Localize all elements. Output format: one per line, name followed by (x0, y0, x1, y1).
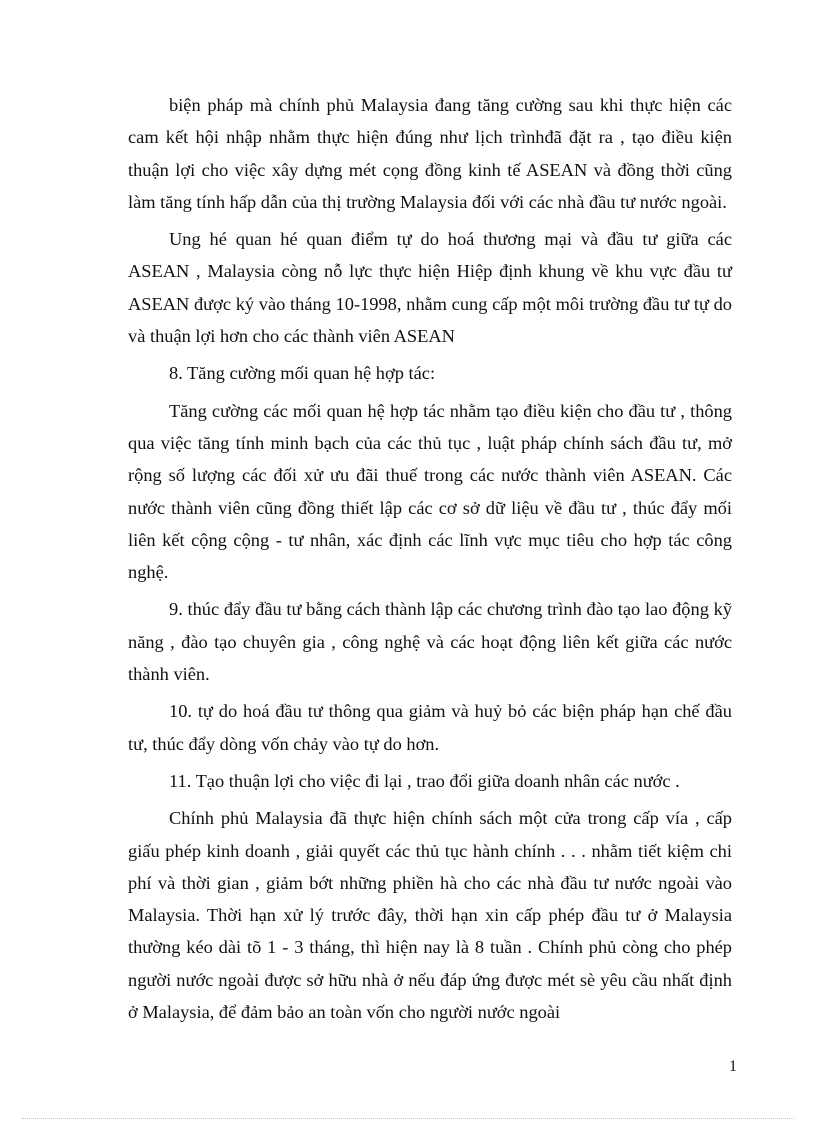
page-bottom-border (22, 1118, 794, 1119)
body-text (128, 89, 732, 1033)
paragraph-asean-framework: Ung hé quan hé quan điểm tự do hoá thương mại và đầu tư giữa các ASEAN , Malaysia còng nỗ lực thực hiện Hiệp định khung về khu vực đầu tư ASEAN được ký vào tháng 10-1998, nhằm cung cấp một môi trường đầu tư tự do và thuận lợi hơn cho các thành viên ASEAN (128, 229, 732, 347)
list-item-10: 10. tự do hoá đầu tư thông qua giảm và huỷ bỏ các biện pháp hạn chế đầu tư, thúc đẩy dòng vốn chảy vào tự do hơn. (128, 701, 732, 754)
list-item-9: 9. thúc đẩy đầu tư bằng cách thành lập các chương trình đào tạo lao động kỹ năng , đào tạo chuyên gia , công nghệ và các hoạt động liên kết giữa các nước thành viên. (128, 599, 732, 685)
page-number: 1 (729, 1058, 737, 1075)
list-item-11: 11. Tạo thuận lợi cho việc đi lại , trao đổi giữa doanh nhân các nước . (169, 770, 680, 791)
paragraph-one-stop-policy: Chính phủ Malaysia đã thực hiện chính sách một cửa trong cấp vía , cấp giấu phép kinh doanh , giải quyết các thủ tục hành chính . . . nhằm tiết kiệm chi phí và thời gian , giảm bớt những phiền hà cho các nhà đầu tư nước ngoài vào Malaysia. Thời hạn xử lý trước đây, thời hạn xin cấp phép đầu tư ở Malaysia thường kéo dài tõ 1 - 3 tháng, thì hiện nay là 8 tuần . Chính phủ còng cho phép người nước ngoài được sở hữu nhà ở nếu đáp ứng được mét sè yêu cầu nhất định ở Malaysia, để đảm bảo an toàn vốn cho người nước ngoài (128, 808, 732, 1023)
paragraph-cooperation: Tăng cường các mối quan hệ hợp tác nhằm tạo điều kiện cho đầu tư , thông qua việc tăng tính minh bạch của các thủ tục , luật pháp chính sách đầu tư, mở rộng số lượng các đối xử ưu đãi thuế trong các nước thành viên ASEAN. Các nước thành viên cũng đồng thiết lập các cơ sở dữ liệu về đầu tư , thúc đẩy mối liên kết cộng cộng - tư nhân, xác định các lĩnh vực mục tiêu cho hợp tác công nghệ. (128, 400, 732, 583)
paragraph-investment-measures: biện pháp mà chính phủ Malaysia đang tăng cường sau khi thực hiện các cam kết hội nhập nhằm thực hiện đúng như lịch trìnhđã đặt ra , tạo điều kiện thuận lợi cho việc xây dựng mét cọng đồng kinh tế ASEAN và đồng thời cũng làm tăng tính hấp dẫn của thị trường Malaysia đối với các nhà đầu tư nước ngoài. (128, 95, 732, 212)
section-heading-8: 8. Tăng cường mối quan hệ hợp tác: (169, 363, 436, 384)
